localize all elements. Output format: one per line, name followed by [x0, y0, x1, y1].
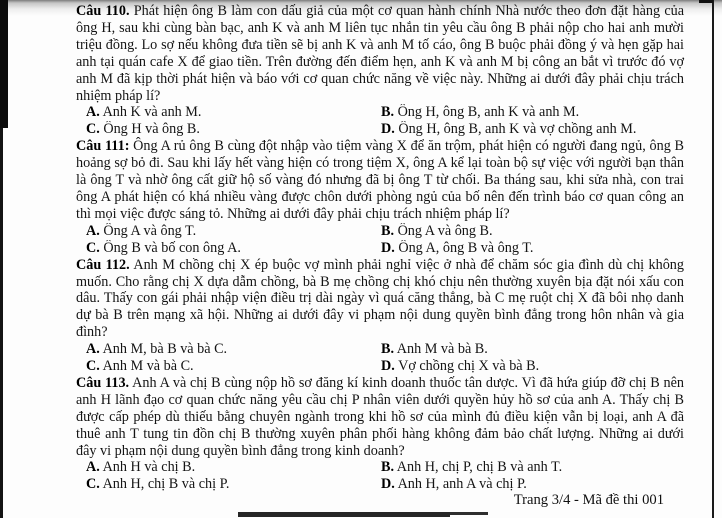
- option-letter: D.: [381, 358, 395, 375]
- question-number: Câu 112.: [76, 256, 130, 273]
- option-letter: C.: [86, 476, 100, 493]
- option-text: Ông H, ông B, anh K và vợ chồng anh M.: [398, 121, 637, 138]
- option-a: [86, 341, 381, 358]
- question-113: [76, 375, 684, 493]
- option-letter: B.: [381, 341, 395, 358]
- option-text: Ông H, ông B, anh K và anh M.: [397, 104, 580, 121]
- option-text: Ông A và ông B.: [397, 222, 493, 239]
- question-text: [76, 257, 684, 342]
- option-text: Ông B và bố con ông A.: [103, 239, 241, 256]
- option-letter: C.: [86, 239, 100, 256]
- option-c: [86, 121, 381, 138]
- option-letter: A.: [86, 222, 100, 239]
- option-text: Anh M và bà B.: [396, 341, 488, 358]
- option-d: [381, 240, 684, 257]
- options-grid: [76, 459, 684, 493]
- option-letter: C.: [86, 121, 100, 138]
- question-text: [76, 375, 684, 460]
- scan-artifact-top-right: [699, 0, 713, 3]
- option-letter: D.: [381, 121, 395, 138]
- question-number: Câu 110.: [76, 3, 130, 19]
- scan-right-edge: [712, 0, 714, 518]
- option-letter: D.: [381, 476, 395, 493]
- option-letter: B.: [381, 459, 395, 476]
- option-text: Vợ chồng chị X và bà B.: [398, 358, 540, 375]
- option-text: Anh H, chị B và chị P.: [102, 476, 230, 493]
- question-number: Câu 113.: [76, 374, 130, 391]
- question-text: [76, 138, 684, 223]
- option-text: Anh M, bà B và bà C.: [102, 341, 228, 358]
- option-d: [381, 121, 684, 138]
- option-text: Anh M và bà C.: [102, 358, 194, 375]
- option-text: Anh H, anh A và chị P.: [397, 476, 527, 493]
- document-body: [76, 3, 684, 493]
- options-grid: [76, 104, 684, 138]
- option-text: Anh H và chị B.: [102, 459, 196, 476]
- option-b: [381, 104, 684, 121]
- option-a: [86, 459, 381, 476]
- option-text: Ông H và ông B.: [103, 121, 200, 138]
- question-text: [76, 3, 684, 104]
- scan-bottom-line-thick: [238, 512, 450, 517]
- question-stem: Anh A và chị B cùng nộp hồ sơ đăng kí kinh doanh thuốc tân dược. Vì đã hứa giúp đỡ chị B nên anh H lãnh đạo cơ quan chức năng yêu cầu chị P nhân viên dưới quyền hủy hồ sơ của anh A. Thấy chị B được cấp phép dù thiếu bằng chuyên ngành trong khi hồ sơ của mình đủ điều kiện vẫn bị loại, anh A đã thuê anh T tung tin đồn chị B thường xuyên phân phối hàng không đảm bảo chất lượng. Những ai dưới đây vi phạm nội dung quyền bình đẳng trong kinh doanh?: [76, 374, 685, 459]
- option-letter: A.: [86, 341, 100, 358]
- question-stem: Phát hiện ông B làm con dấu giả của một cơ quan hành chính Nhà nước theo đơn đặt hàng của ông H, sau khi cùng bàn bạc, anh K và anh M liên tục nhắn tin yêu cầu ông B phải nộp cho hai anh mười triệu đồng. Lo sợ nếu không đưa tiền sẽ bị anh K và anh M tố cáo, ông B buộc phải đồng ý và hẹn gặp hai anh tại quán cafe X để giao tiền. Trên đường đến điểm hẹn, anh K và anh M bị công an bắt vì trước đó vợ anh M đã kịp thời phát hiện và báo với cơ quan chức năng về việc này. Những ai dưới đây phải chịu trách nhiệm pháp lí?: [76, 3, 685, 104]
- option-text: Anh H, chị P, chị B và anh T.: [396, 459, 563, 476]
- option-text: Ông A, ông B và ông T.: [398, 239, 534, 256]
- option-letter: A.: [86, 459, 100, 476]
- question-110: [76, 3, 684, 138]
- question-112: [76, 257, 684, 375]
- option-a: [86, 223, 381, 240]
- option-letter: A.: [86, 104, 100, 121]
- question-number: Câu 111:: [76, 138, 130, 155]
- question-stem: Ông A rủ ông B cùng đột nhập vào tiệm vàng X để ăn trộm, phát hiện có người đang ngủ, ông B hoảng sợ bỏ đi. Sau khi lấy hết vàng hiện có trong tiệm X, ông A kể lại toàn bộ sự việc với người bạn thân là ông T và nhờ ông cất giữ hộ số vàng đó nhưng đã bị ông T từ chối. Ba tháng sau, khi sửa nhà, con trai ông A phát hiện có khá nhiều vàng được chôn dưới phòng ngủ của bố nên đến trình báo cơ quan công an thì mọi việc được sáng tỏ. Những ai dưới đây phải chịu trách nhiệm pháp lí?: [76, 138, 684, 222]
- question-stem: Anh M chồng chị X ép buộc vợ mình phải nghỉ việc ở nhà để chăm sóc gia đình dù chị không muốn. Cho rằng chị X dựa dẫm chồng, bà B mẹ chồng chị khó chịu nên thường xuyên bịa đặt nói xấu con dâu. Thấy con gái phải nhập viện điều trị dài ngày vì quá căng thẳng, bà C mẹ ruột chị X đã bôi nhọ danh dự bà B trên mạng xã hội. Những ai dưới đây vi phạm nội dung quyền bình đẳng trong hôn nhân và gia đình?: [76, 256, 684, 341]
- option-letter: C.: [86, 358, 100, 375]
- option-d: [381, 358, 684, 375]
- option-b: [381, 341, 684, 358]
- option-letter: B.: [381, 104, 395, 121]
- scan-bottom-line-thin: [450, 512, 488, 515]
- options-grid: [76, 341, 684, 375]
- option-b: [381, 223, 684, 240]
- options-grid: [76, 223, 684, 257]
- page-footer: Trang 3/4 - Mã đề thi 001: [513, 492, 664, 508]
- option-c: [86, 358, 381, 375]
- option-a: [86, 104, 381, 121]
- scan-left-edge-top: [0, 0, 8, 128]
- option-c: [86, 240, 381, 257]
- option-letter: D.: [381, 239, 395, 256]
- option-b: [381, 459, 684, 476]
- question-111: [76, 138, 684, 256]
- option-text: Anh K và anh M.: [102, 104, 202, 121]
- scan-left-edge: [0, 128, 3, 518]
- option-text: Ông A và ông T.: [103, 222, 197, 239]
- option-c: [86, 476, 381, 493]
- option-letter: B.: [381, 222, 395, 239]
